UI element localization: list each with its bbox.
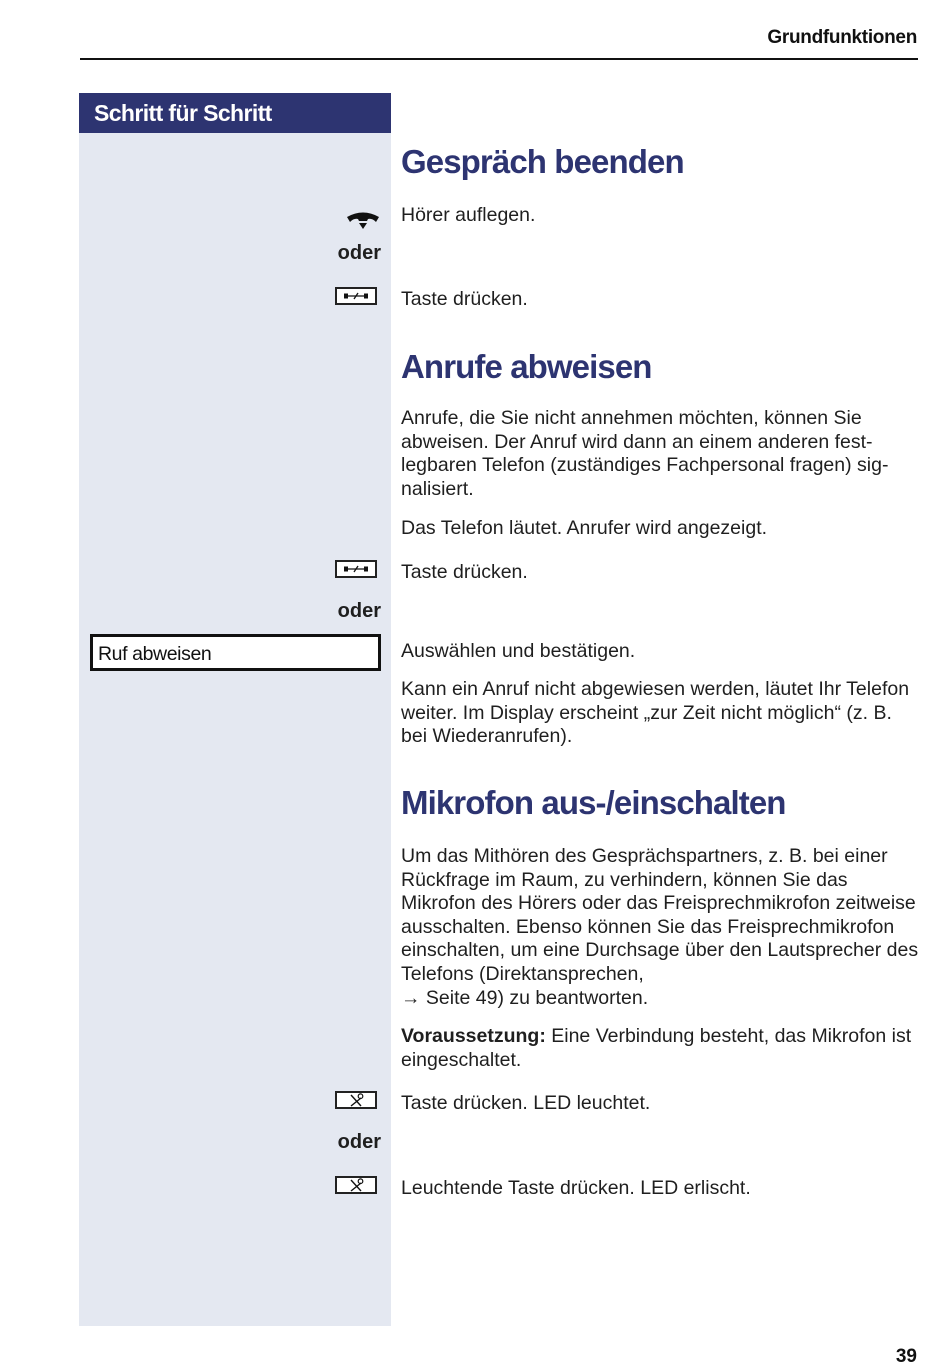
reject-step-select: Auswählen und bestätigen.: [401, 640, 636, 662]
page-reference-link[interactable]: Seite 49) zu beantworten.: [425, 986, 649, 1009]
page-header-title: Grundfunktionen: [767, 27, 917, 48]
mic-prerequisite: [401, 1025, 921, 1072]
oder-label: oder: [337, 242, 381, 264]
reject-intro: Anrufe, die Sie nicht annehmen möchten, können Sie abweisen. Der Anruf wird dann an einem anderen festlegbaren Telefon (zuständiges Fachpersonal fragen) signalisiert.: [401, 407, 889, 500]
section-heading-end-call: Gespräch beenden: [401, 143, 684, 180]
reject-ringing-text: Das Telefon läutet. Anrufer wird angezeigt.: [401, 517, 768, 539]
microphone-mute-key-icon: [335, 1176, 377, 1194]
header-divider: [80, 58, 918, 60]
end-call-step-key: Taste drücken.: [401, 288, 528, 310]
sidebar-header: [79, 93, 391, 133]
reject-step-key: Taste drücken.: [401, 561, 528, 583]
arrow-right-icon: →: [401, 986, 421, 1009]
reject-note: Kann ein Anruf nicht abgewiesen werden, läutet Ihr Telefon weiter. Im Display erscheint „zur Zeit nicht möglich“ (z. B. bei Wiederanrufen).: [401, 678, 910, 748]
menu-option-ruf-abweisen[interactable]: [90, 634, 381, 671]
release-key-icon: [335, 560, 377, 578]
oder-label: oder: [337, 1131, 381, 1153]
prerequisite-label: Voraussetzung:: [401, 1025, 546, 1047]
prerequisite-text: Eine Verbindung besteht, das Mikrofon ist eingeschaltet.: [401, 1025, 912, 1071]
mic-step-off: Leuchtende Taste drücken. LED erlischt.: [401, 1177, 751, 1199]
oder-label: oder: [337, 600, 381, 622]
handset-hangup-icon: [345, 209, 381, 236]
menu-option-label: Ruf abweisen: [98, 643, 212, 665]
mic-intro-text: Um das Mithören des Gesprächspartners, z. B. bei einer Rückfrage im Raum, zu verhindern, können Sie das Mikrofon des Hörers oder das Freisprechmikrofon zeitweise ausschalten. Ebenso können Sie das Freisprechmikrofon einschalten, um eine Durchsage über den Lautsprecher des Telefons (Direktansprechen,: [401, 845, 919, 985]
section-heading-reject: Anrufe abweisen: [401, 348, 652, 385]
mic-intro: [401, 845, 921, 1010]
sidebar-title: Schritt für Schritt: [94, 100, 272, 126]
release-key-icon: [335, 287, 377, 305]
mic-step-on: Taste drücken. LED leuchtet.: [401, 1092, 651, 1114]
microphone-mute-key-icon: [335, 1091, 377, 1109]
page-number: 39: [895, 1346, 917, 1367]
section-heading-mic: Mikrofon aus-/einschalten: [401, 784, 786, 821]
end-call-step-hangup: Hörer auflegen.: [401, 204, 536, 226]
